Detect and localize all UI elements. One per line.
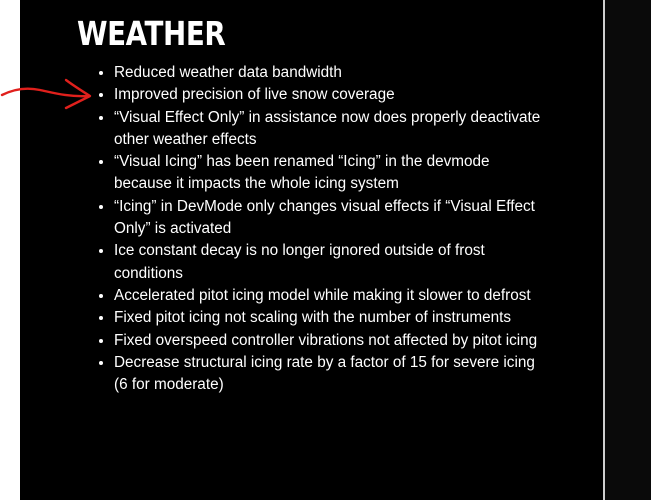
right-side-strip	[605, 0, 651, 500]
release-notes-list	[93, 62, 544, 396]
list-item: • Accelerated pitot icing model while making it slower to defrost	[114, 285, 544, 307]
list-item: • “Visual Icing” has been renamed “Icing” in the devmode because it impacts the whole icing system	[114, 151, 544, 196]
list-item: • Fixed pitot icing not scaling with the number of instruments	[114, 307, 544, 329]
list-item: • Fixed overspeed controller vibrations not affected by pitot icing	[114, 330, 544, 352]
list-item: • Improved precision of live snow coverage	[114, 84, 544, 106]
list-item: • “Icing” in DevMode only changes visual effects if “Visual Effect Only” is activated	[114, 196, 544, 241]
list-item: • Reduced weather data bandwidth	[114, 62, 544, 84]
section-heading: WEATHER	[77, 14, 226, 53]
list-item: • Decrease structural icing rate by a factor of 15 for severe icing (6 for moderate)	[114, 352, 544, 397]
hand-drawn-arrow-icon	[0, 70, 100, 110]
list-item: • Ice constant decay is no longer ignored outside of frost conditions	[114, 240, 544, 285]
list-item: • “Visual Effect Only” in assistance now does properly deactivate other weather effects	[114, 107, 544, 152]
